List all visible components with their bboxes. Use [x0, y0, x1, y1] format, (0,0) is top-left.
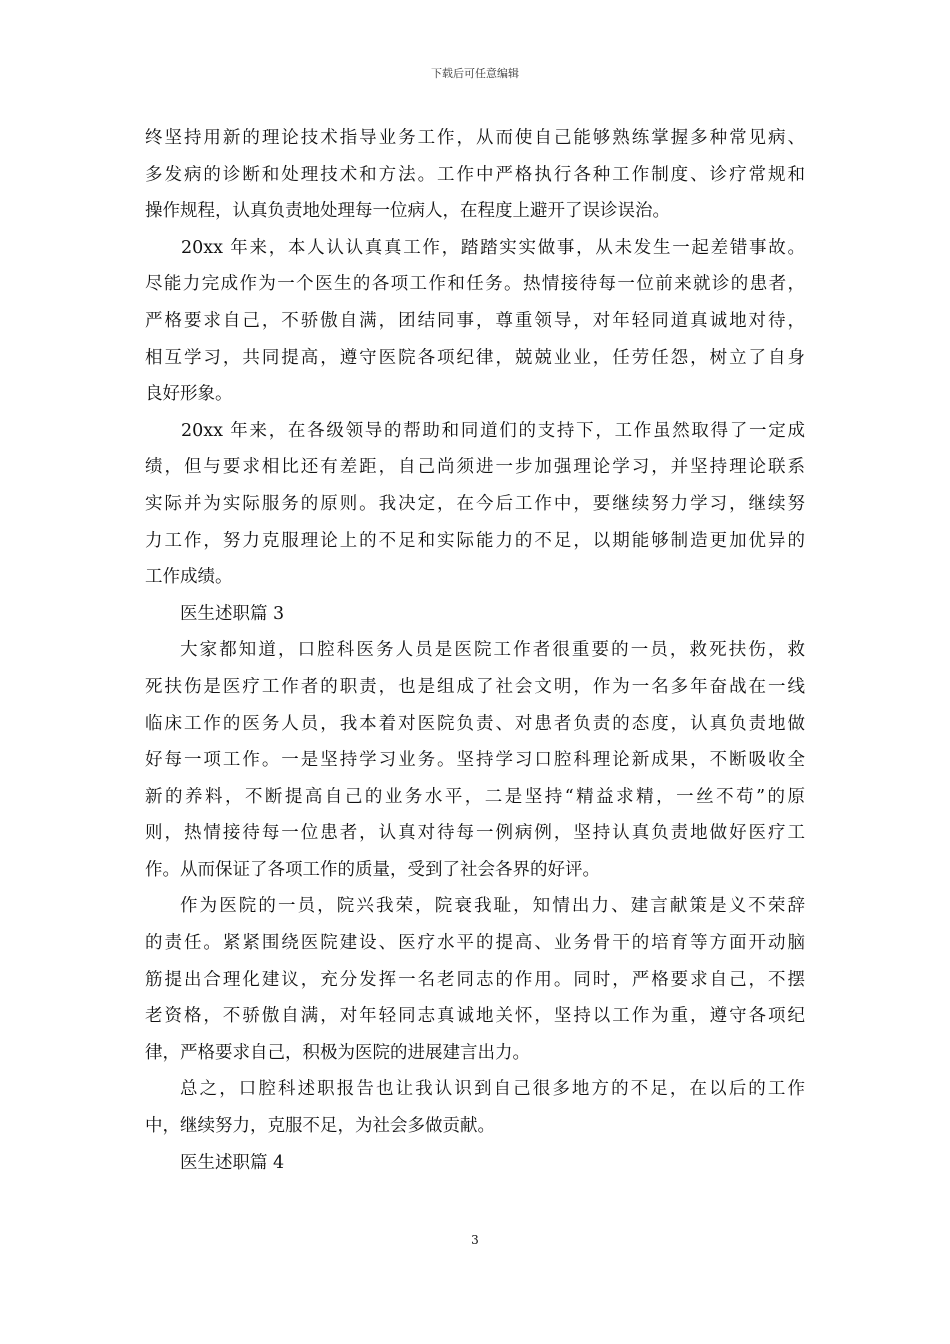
paragraph-line: 的责任。紧紧围绕医院建设、医疗水平的提高、业务骨干的培育等方面开动脑: [145, 933, 805, 954]
paragraph-line: 20xx 年来，在各级领导的帮助和同道们的支持下，工作虽然取得了一定成: [181, 420, 805, 441]
paragraph-line: 律，严格要求自己，积极为医院的进展建言出力。: [145, 1042, 530, 1063]
document-body: [145, 120, 805, 1181]
paragraph-line: 操作规程，认真负责地处理每一位病人，在程度上避开了误诊误治。: [145, 201, 670, 222]
paragraph-line: 绩，但与要求相比还有差距，自己尚须进一步加强理论学习，并坚持理论联系: [145, 457, 805, 478]
paragraph-line: 良好形象。: [145, 384, 233, 405]
paragraph-line: 尽能力完成作为一个医生的各项工作和任务。热情接待每一位前来就诊的患者，: [145, 274, 805, 295]
paragraph-line: 筋提出合理化建议，充分发挥一名老同志的作用。同时，严格要求自己，不摆: [145, 969, 805, 990]
paragraph: [145, 888, 805, 1071]
paragraph-line: 中，继续努力，克服不足，为社会多做贡献。: [145, 1116, 495, 1137]
paragraph-line: 终坚持用新的理论技术指导业务工作，从而使自己能够熟练掌握多种常见病、: [145, 128, 805, 148]
paragraph-line: 作为医院的一员，院兴我荣，院衰我耻，知情出力、建言献策是义不荣辞: [180, 896, 805, 917]
page-number: 3: [471, 1233, 479, 1247]
paragraph-line: 则，热情接待每一位患者，认真对待每一例病例，坚持认真负责地做好医疗工: [145, 823, 805, 844]
paragraph-line: 多发病的诊断和处理技术和方法。工作中严格执行各种工作制度、诊疗常规和: [145, 164, 805, 185]
paragraph-line: 好每一项工作。一是坚持学习业务。坚持学习口腔科理论新成果，不断吸收全: [145, 750, 805, 771]
paragraph-line: 严格要求自己，不骄傲自满，团结同事，尊重领导，对年轻同道真诚地对待，: [145, 310, 805, 331]
paragraph-line: 临床工作的医务人员，我本着对医院负责、对患者负责的态度，认真负责地做: [145, 713, 805, 734]
paragraph: [145, 413, 805, 596]
paragraph-line: 工作成绩。: [145, 567, 233, 588]
paragraph-line: 新的养料，不断提高自己的业务水平，二是坚持“精益求精，一丝不苟”的原: [145, 786, 805, 807]
section-heading: 医生述职篇 4: [180, 1152, 285, 1173]
paragraph-line: 作。从而保证了各项工作的质量，受到了社会各界的好评。: [145, 859, 600, 880]
paragraph-line: 20xx 年来，本人认认真真工作，踏踏实实做事，从未发生一起差错事故。: [181, 237, 805, 258]
paragraph-line: 大家都知道，口腔科医务人员是医院工作者很重要的一员，救死扶伤，救: [180, 640, 805, 661]
paragraph: [145, 632, 805, 888]
paragraph: [145, 120, 805, 230]
paragraph-line: 实际并为实际服务的原则。我决定，在今后工作中，要继续努力学习，继续努: [145, 493, 805, 514]
section-heading: 医生述职篇 3: [180, 603, 285, 624]
paragraph-line: 相互学习，共同提高，遵守医院各项纪律，兢兢业业，任劳任怨，树立了自身: [145, 347, 805, 368]
paragraph-line: 死扶伤是医疗工作者的职责，也是组成了社会文明，作为一名多年奋战在一线: [145, 676, 805, 697]
page-header: 下载后可任意编辑: [431, 67, 519, 80]
paragraph: [145, 1071, 805, 1144]
paragraph: [145, 230, 805, 413]
paragraph-line: 力工作，努力克服理论上的不足和实际能力的不足，以期能够制造更加优异的: [145, 530, 805, 551]
paragraph-line: 总之，口腔科述职报告也让我认识到自己很多地方的不足，在以后的工作: [180, 1079, 805, 1100]
paragraph-line: 老资格，不骄傲自满，对年轻同志真诚地关怀，坚持以工作为重，遵守各项纪: [145, 1006, 805, 1027]
